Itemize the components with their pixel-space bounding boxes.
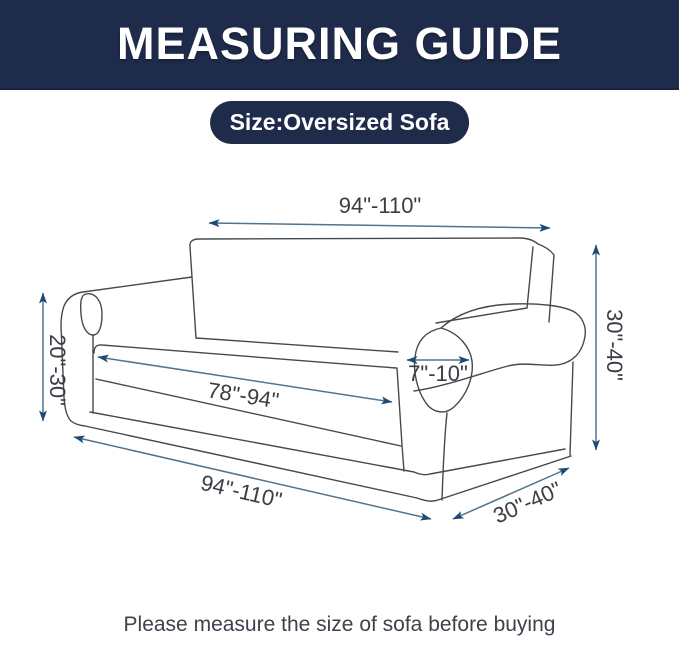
- front-width-label: 94"-110": [198, 469, 285, 513]
- sofa-right-arm-right-edge: [570, 362, 573, 455]
- sofa-back-right-outer-edge: [538, 244, 554, 322]
- depth-label: 30"-40": [489, 476, 566, 529]
- dimension-labels: [45, 193, 627, 528]
- sofa-seat-back-edge: [196, 338, 398, 352]
- sofa-skirt-seam: [90, 412, 565, 475]
- overall-height-label: 30"-40": [602, 309, 628, 381]
- size-badge: Size:Oversized Sofa: [210, 101, 470, 144]
- sofa-right-arm-front-corner: [442, 413, 447, 500]
- arm-width-label: 7"-10": [408, 361, 468, 386]
- sofa-back-left-top-edge: [190, 238, 538, 338]
- sofa-left-arm-scroll: [81, 294, 102, 335]
- sofa-right-arm-left-edge: [397, 368, 404, 471]
- sofa-left-arm-and-base-outline: [61, 292, 571, 501]
- seat-width-label: 78"-94": [205, 377, 281, 414]
- top-width-arrow: [209, 223, 550, 228]
- sofa-back-right-inner-edge: [527, 247, 533, 308]
- page-title: MEASURING GUIDE: [116, 18, 563, 69]
- sofa-left-armrest-rail: [83, 277, 192, 292]
- sofa-outline: [61, 238, 585, 501]
- arm-height-label: 20"-30": [45, 334, 71, 406]
- top-width-label: 94"-110": [338, 193, 422, 218]
- footer-note: Please measure the size of sofa before buying: [123, 613, 556, 636]
